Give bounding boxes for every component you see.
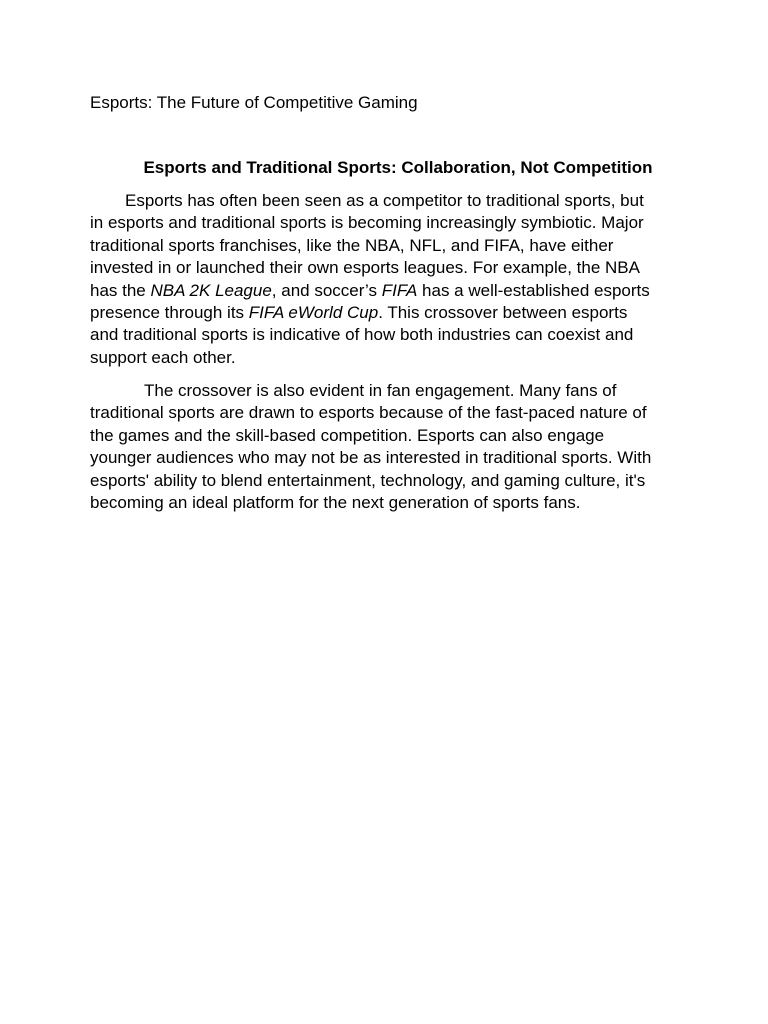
paragraph-line: younger audiences who may not be as interested in traditional sports. With [90, 448, 652, 468]
paragraph-line: traditional sports franchises, like the NBA, NFL, and FIFA, have either [90, 235, 614, 255]
paragraph-line: Esports has often been seen as a competitor to traditional sports, but [125, 191, 644, 210]
text-run: , and soccer’s [271, 280, 382, 300]
paragraph-line: esports' ability to blend entertainment, technology, and gaming culture, it's [90, 470, 646, 490]
text-run: presence through its [90, 303, 249, 323]
paragraph-2 [90, 380, 672, 514]
paragraph-line: the games and the skill-based competition. Esports can also engage [90, 425, 605, 445]
paragraph-line [90, 302, 672, 324]
paragraph-line: becoming an ideal platform for the next generation of sports fans. [90, 493, 581, 513]
paragraph-line [90, 280, 672, 302]
paragraph-line: invested in or launched their own esports leagues. For example, the NBA [90, 258, 640, 278]
section-heading: Esports and Traditional Sports: Collaboration, Not Competition [143, 158, 653, 177]
paragraph-line: The crossover is also evident in fan engagement. Many fans of [144, 381, 617, 400]
paragraph-line: in esports and traditional sports is becoming increasingly symbiotic. Major [90, 213, 644, 233]
document-title: Esports: The Future of Competitive Gaming [90, 93, 418, 112]
italic-title-fifa-eworld-cup: FIFA eWorld Cup [248, 303, 379, 323]
text-run: has the [90, 280, 151, 300]
text-run: has a well-established esports [417, 280, 650, 300]
paragraph-1 [90, 190, 672, 369]
italic-title-nba-2k-league: NBA 2K League [150, 280, 272, 300]
italic-title-fifa: FIFA [381, 280, 418, 300]
paragraph-line: and traditional sports is indicative of how both industries can coexist and [90, 325, 634, 345]
text-run: . This crossover between esports [378, 303, 628, 323]
paragraph-line: traditional sports are drawn to esports because of the fast-paced nature of [90, 403, 647, 423]
paragraph-line: support each other. [90, 347, 236, 367]
